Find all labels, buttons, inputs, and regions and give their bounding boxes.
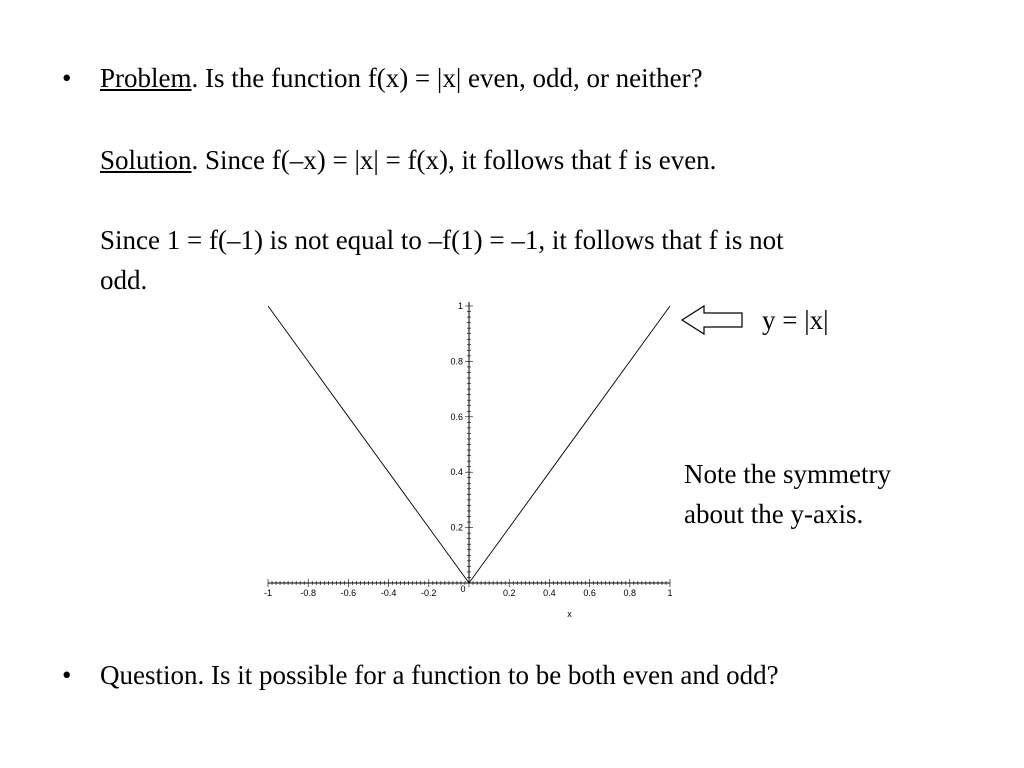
x-tick-label: 0.8 — [623, 588, 637, 598]
solution-label: Solution — [100, 145, 192, 175]
arrow-left-icon — [680, 304, 746, 336]
symmetry-note-line-1: Note the symmetry — [684, 459, 891, 489]
y-tick-label: 0.4 — [450, 467, 463, 478]
problem-text: . Is the function f(x) = |x| even, odd, or neither? — [191, 63, 703, 93]
curve-label: y = |x| — [762, 305, 829, 335]
abs-value-plot — [255, 296, 675, 622]
x-tick-label: -0.8 — [300, 588, 316, 598]
y-tick-label: 0.6 — [450, 411, 463, 422]
y-tick-label: 0.8 — [450, 356, 463, 367]
x-tick-label: 0.2 — [502, 588, 516, 598]
x-axis-label: x — [567, 609, 572, 619]
origin-label: 0 — [460, 584, 466, 594]
symmetry-note — [684, 454, 891, 534]
x-tick-label: 0.6 — [583, 588, 596, 598]
x-tick-label: -0.4 — [380, 588, 397, 598]
not-odd-line-1: Since 1 = f(–1) is not equal to –f(1) = –1, it follows that f is not — [100, 225, 784, 255]
x-tick-label: 0.4 — [543, 588, 556, 598]
not-odd-line-2: odd. — [100, 265, 148, 295]
y-tick-label: 0.2 — [450, 522, 463, 533]
symmetry-note-line-2: about the y-axis. — [684, 499, 864, 529]
x-tick-label: -1 — [263, 588, 273, 598]
y-tick-label: 1 — [457, 301, 463, 311]
problem-line — [100, 58, 703, 98]
bullet-marker: • — [62, 660, 72, 690]
bullet-marker: • — [62, 63, 72, 93]
question-text: Question. Is it possible for a function to be both even and odd? — [100, 660, 779, 690]
x-tick-label: -0.2 — [421, 588, 437, 598]
solution-line — [100, 140, 716, 180]
problem-label: Problem — [100, 63, 192, 93]
solution-text: . Since f(–x) = |x| = f(x), it follows that f is even. — [191, 145, 717, 175]
x-tick-label: 1 — [667, 588, 673, 598]
x-tick-label: -0.6 — [340, 588, 357, 598]
